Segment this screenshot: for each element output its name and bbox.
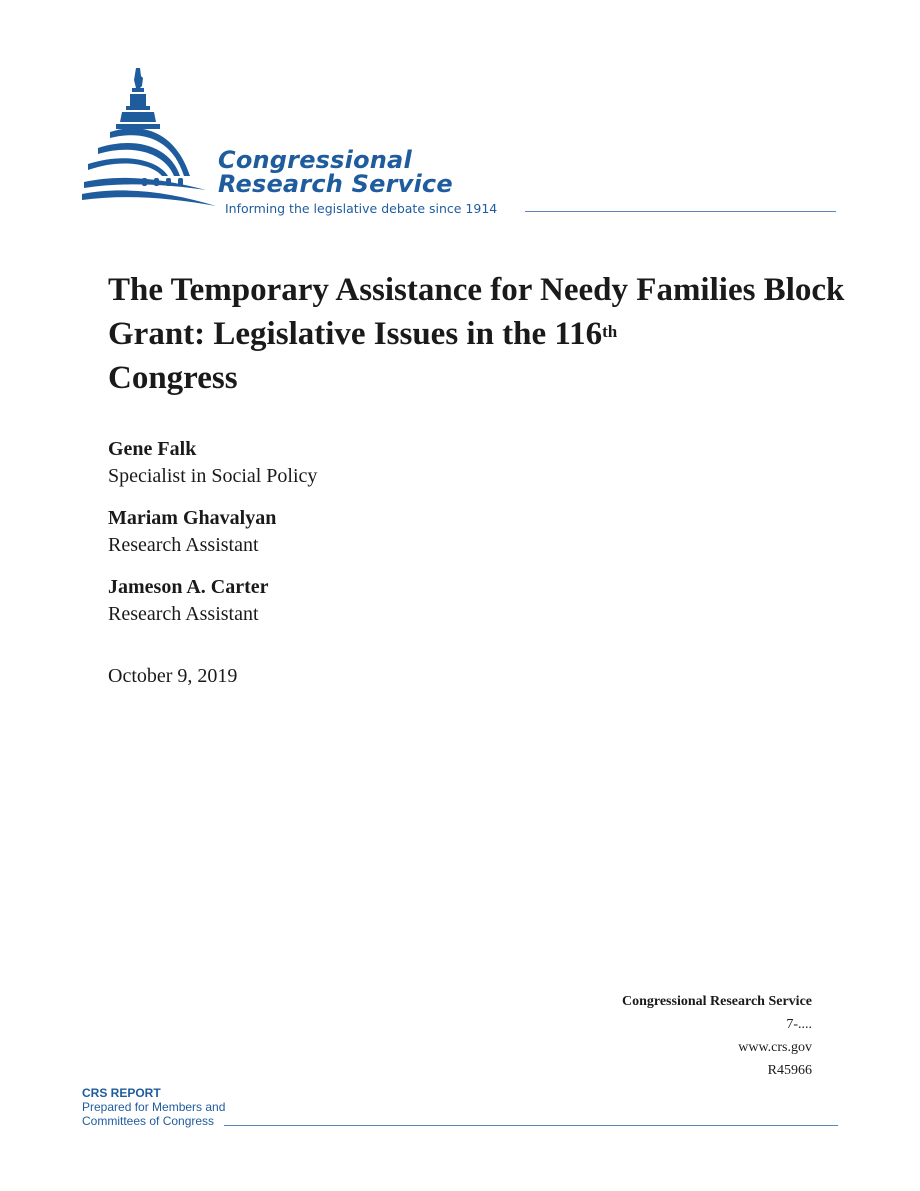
author-role: Specialist in Social Policy [108,465,318,487]
logo-wordmark [218,148,453,196]
author-name: Mariam Ghavalyan [108,507,277,529]
capitol-dome-icon [80,66,230,226]
footer-line2: Committees of Congress [82,1114,215,1128]
report-date: October 9, 2019 [108,665,238,687]
publisher-info [622,990,812,1082]
report-title-end: Congress [108,360,238,396]
logo-divider [525,211,836,212]
logo-name-line2: Research Service [218,170,453,198]
author-entry [108,574,608,628]
author-name: Gene Falk [108,438,197,460]
author-entry [108,436,608,490]
crs-logo [80,66,840,226]
logo-tagline: Informing the legislative debate since 1914 [225,201,498,216]
footer-report-label: CRS REPORT [82,1086,161,1100]
footer-divider [224,1125,838,1126]
author-role: Research Assistant [108,603,259,625]
report-title-superscript: th [602,322,618,341]
publisher-url[interactable]: www.crs.gov [738,1040,812,1055]
logo-name-line1: Congressional [218,146,412,174]
footer-line1: Prepared for Members and [82,1100,226,1114]
author-list [108,436,608,643]
crs-report-footer [82,1086,838,1128]
report-title-main: The Temporary Assistance for Needy Families Block Grant: Legislative Issues in the 116 [108,272,845,352]
author-name: Jameson A. Carter [108,576,269,598]
report-code: 7-.... [786,1017,812,1032]
report-title [108,268,848,400]
report-number: R45966 [767,1063,812,1078]
author-entry [108,505,608,559]
publisher-name: Congressional Research Service [621,994,812,1009]
author-role: Research Assistant [108,534,259,556]
